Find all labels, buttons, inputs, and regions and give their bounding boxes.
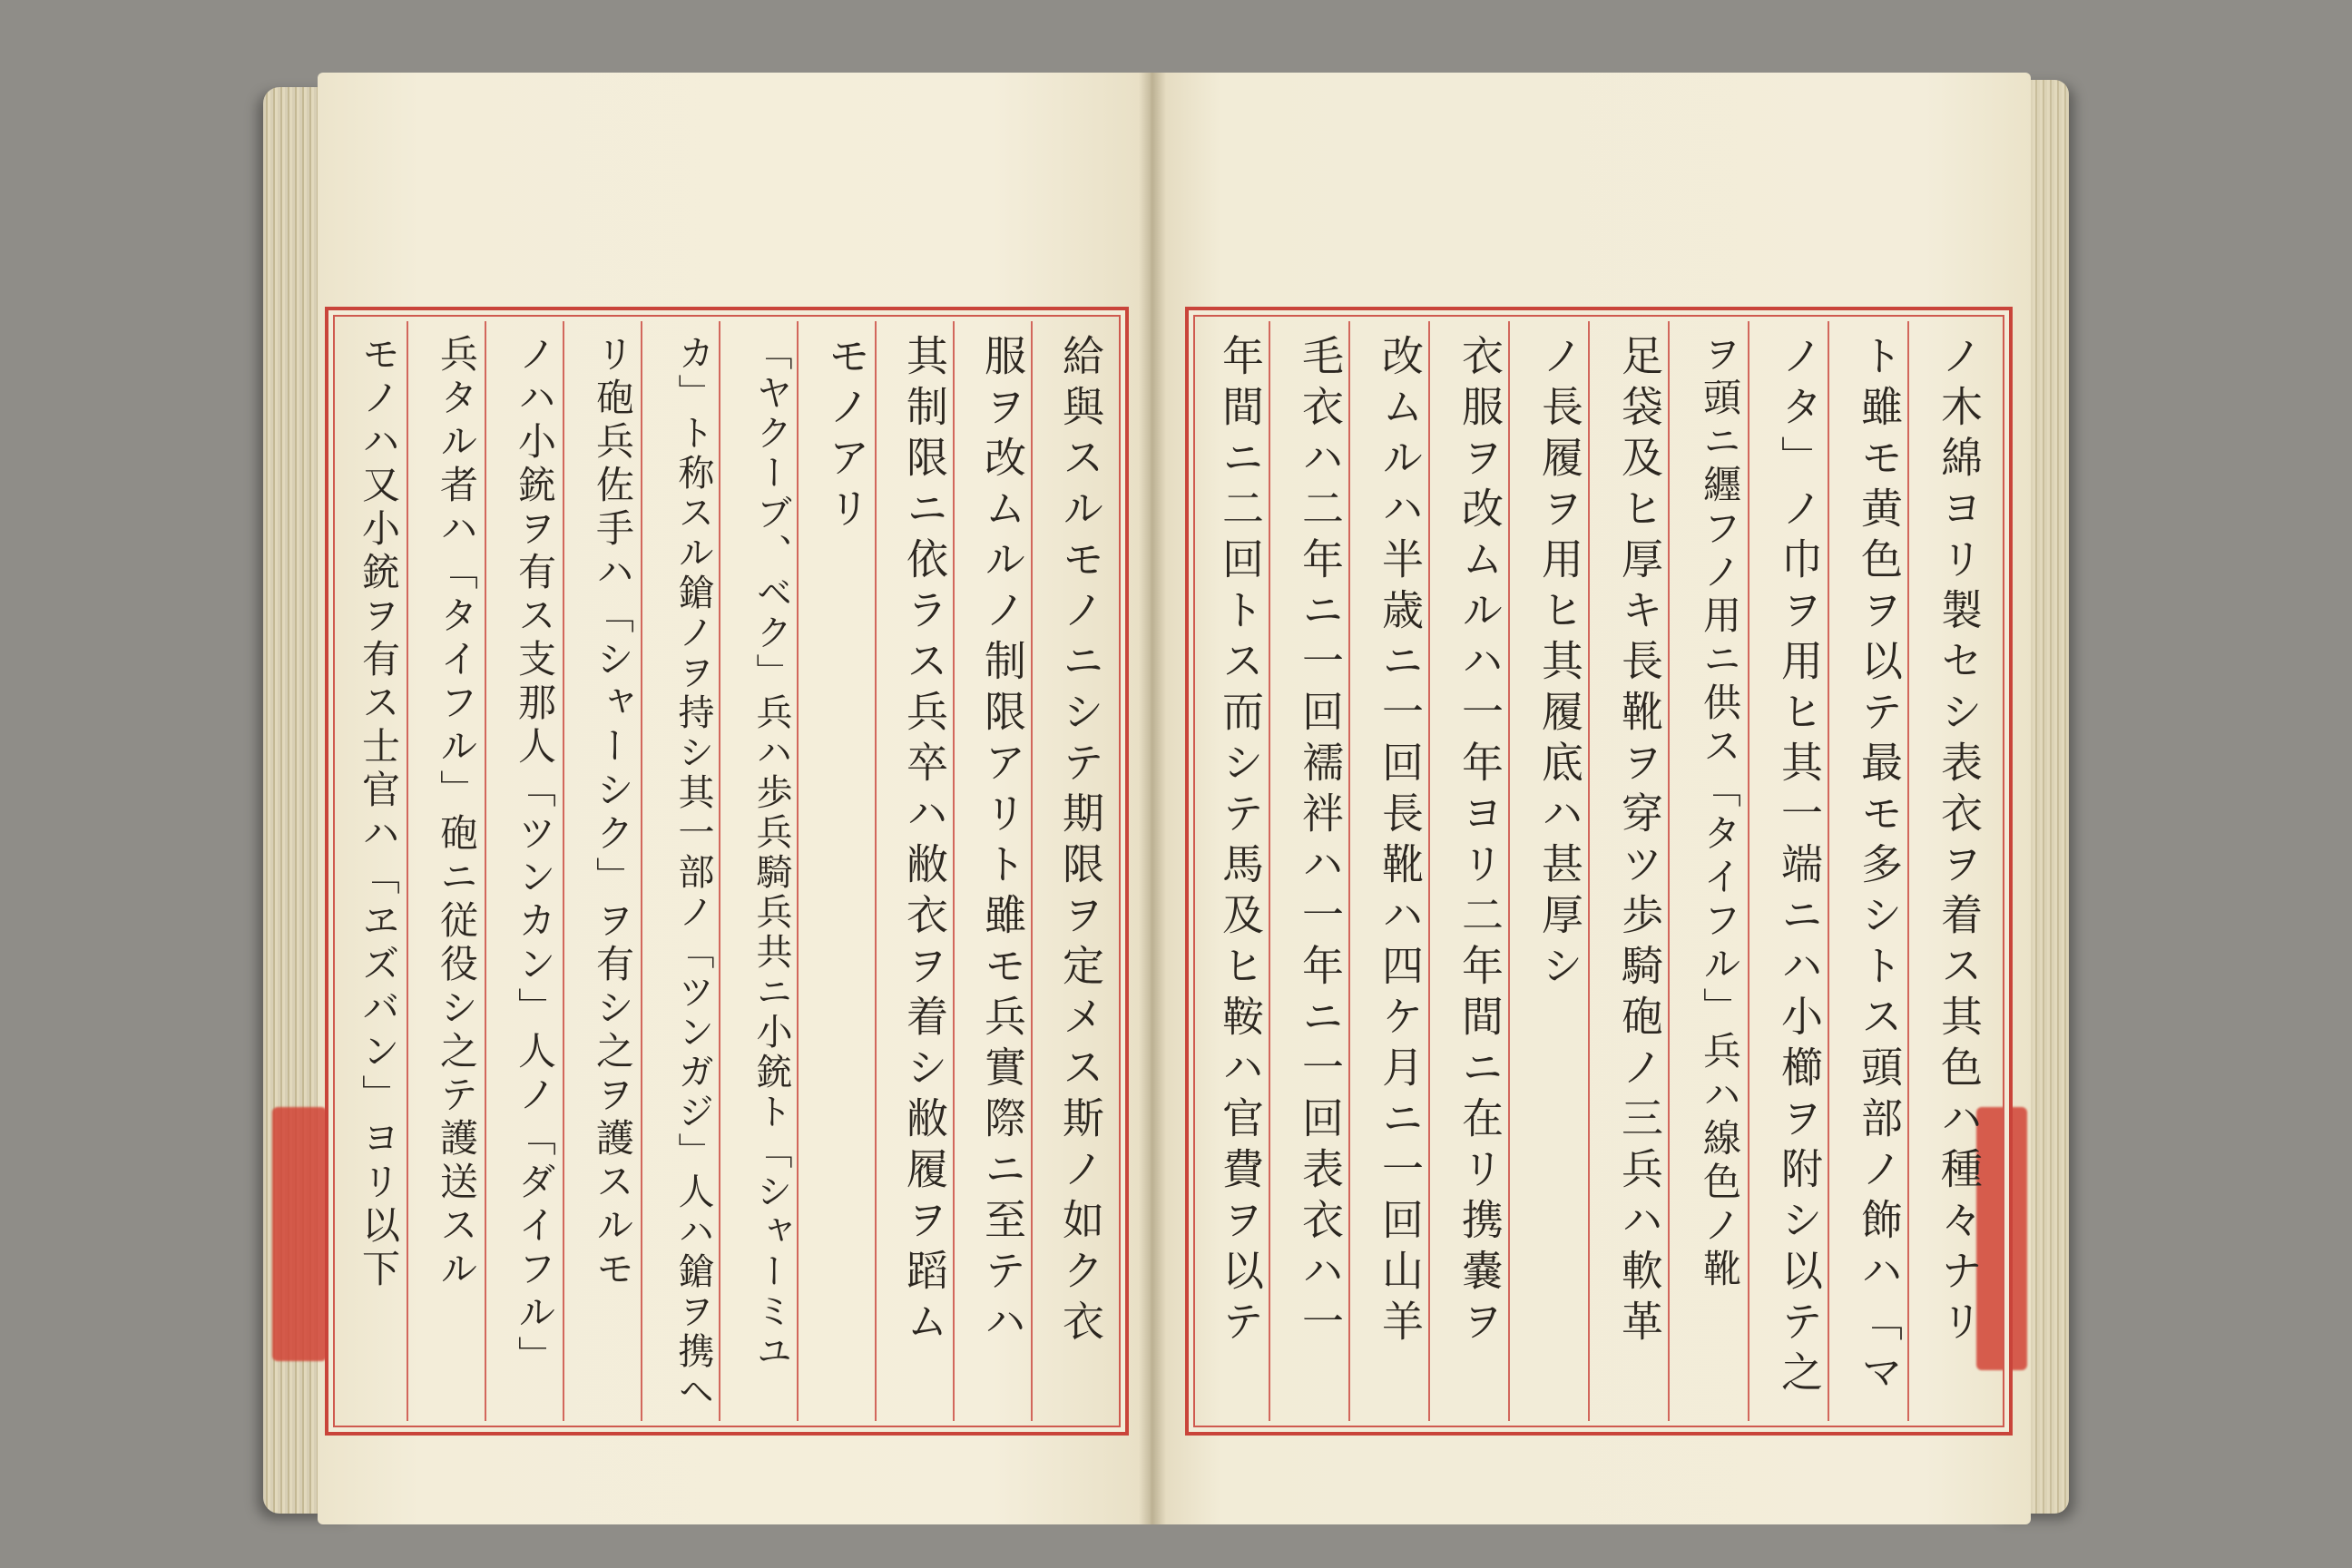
text-column: 毛衣ハ二年ニ一回襦袢ハ一年ニ一回表衣ハ一 (1296, 334, 1345, 1350)
text-column: ノ長履ヲ用ヒ其履底ハ甚厚シ (1535, 334, 1584, 995)
column-rule (1428, 321, 1430, 1421)
text-column: ヲ頭ニ纒フノ用ニ供ス「タイフル」兵ハ線色ノ靴 (1698, 334, 1742, 1292)
text-column: ト雖モ黄色ヲ以テ最モ多シトス頭部ノ飾ハ「マ (1855, 334, 1904, 1401)
text-column: 「ヤクーブ、ベク」兵ハ歩兵騎兵共ニ小銃ト「シャーミユ (750, 334, 792, 1372)
column-rule (485, 321, 486, 1421)
text-column: 年間ニ二回トス而シテ馬及ヒ鞍ハ官費ヲ以テ (1216, 334, 1265, 1350)
right-text-frame (1185, 307, 2013, 1436)
red-edge-mark-left (272, 1107, 327, 1361)
text-column: ノ木綿ヨリ製セシ表衣ヲ着ス其色ハ種々ナリ (1935, 334, 1984, 1350)
text-column: カ」ト称スル鎗ノヲ持シ其一部ノ「ツンガジ」人ハ鎗ヲ携ヘ (672, 334, 714, 1412)
text-column: リ砲兵佐手ハ「シャーシク」ヲ有シ之ヲ護スルモ (591, 334, 635, 1292)
column-rule (953, 321, 955, 1421)
text-column: 服ヲ改ムルノ制限アリト雖モ兵實際ニ至テハ (978, 334, 1027, 1350)
text-column: 足袋及ヒ厚キ長靴ヲ穿ツ歩騎砲ノ三兵ハ軟革 (1615, 334, 1664, 1350)
book-gutter (1139, 73, 1166, 1524)
left-text-frame (325, 307, 1129, 1436)
column-rule (1748, 321, 1749, 1421)
text-column: モノハ又小銃ヲ有ス士官ハ「ヱズバン」ヨリ以下 (357, 334, 401, 1292)
text-column: 給與スルモノニシテ期限ヲ定メス斯ノ如ク衣 (1056, 334, 1105, 1350)
column-rule (1907, 321, 1909, 1421)
column-rule (719, 321, 720, 1421)
column-rule (1588, 321, 1590, 1421)
text-column: ノタ」ノ巾ヲ用ヒ其一端ニハ小櫛ヲ附シ以テ之 (1775, 334, 1824, 1401)
column-rule (1668, 321, 1670, 1421)
column-rule (641, 321, 642, 1421)
column-rule (797, 321, 799, 1421)
column-rule (1269, 321, 1270, 1421)
column-rule (875, 321, 877, 1421)
column-rule (563, 321, 564, 1421)
text-column: 其制限ニ依ラス兵卒ハ敝衣ヲ着シ敝履ヲ蹈ム (900, 334, 949, 1350)
column-rule (407, 321, 408, 1421)
column-rule (1508, 321, 1510, 1421)
text-column: 改ムルハ半歳ニ一回長靴ハ四ケ月ニ一回山羊 (1376, 334, 1425, 1350)
text-column: ノハ小銃ヲ有ス支那人「ツンカン」人ノ「ダイフル」 (513, 334, 557, 1379)
text-column: 衣服ヲ改ムルハ一年ヨリ二年間ニ在リ携嚢ヲ (1455, 334, 1504, 1350)
column-rule (1348, 321, 1350, 1421)
text-column: 兵タル者ハ「タイフル」砲ニ従役シ之テ護送スル (435, 334, 479, 1292)
column-rule (1828, 321, 1829, 1421)
column-rule (1031, 321, 1033, 1421)
text-column: モノアリ (822, 334, 871, 537)
